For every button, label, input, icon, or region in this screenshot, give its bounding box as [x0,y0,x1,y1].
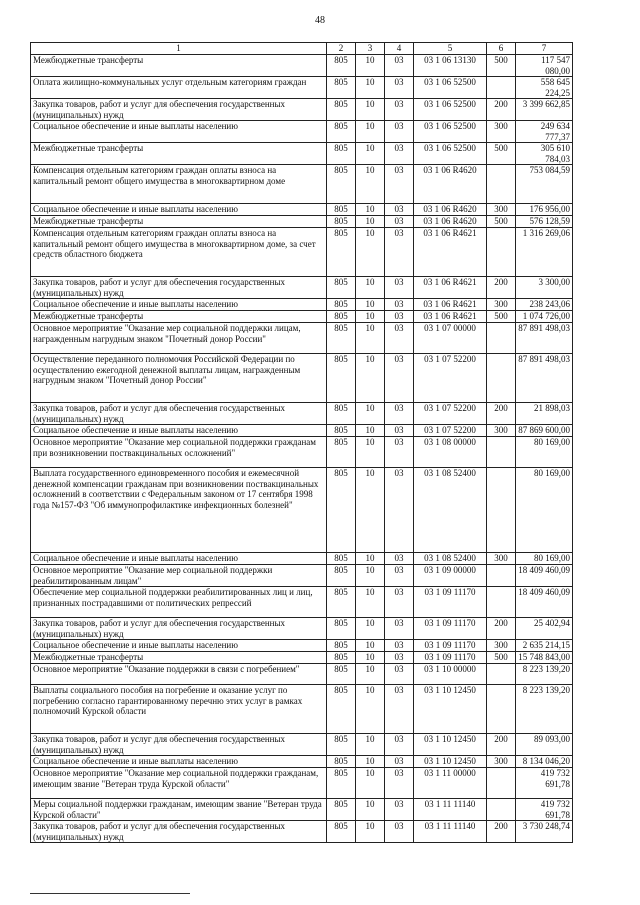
row-amount: 89 093,00 [516,734,573,756]
table-row [31,77,573,99]
row-name: Социальное обеспечение и иные выплаты населению [31,299,327,311]
row-subsection: 03 [385,768,414,799]
row-name: Закупка товаров, работ и услуг для обеспечения государственных (муниципальных) нужд [31,277,327,299]
row-expense-type [487,437,516,468]
row-name: Межбюджетные трансферты [31,311,327,323]
row-expense-type: 200 [487,618,516,640]
row-expense-type [487,685,516,734]
row-name: Социальное обеспечение и иные выплаты населению [31,553,327,565]
row-expense-type: 300 [487,299,516,311]
row-target-article: 03 1 06 52500 [414,99,487,121]
column-number-2: 2 [327,43,356,55]
row-target-article: 03 1 06 R4621 [414,228,487,277]
row-target-article: 03 1 06 R4621 [414,277,487,299]
row-target-article: 03 1 09 11170 [414,640,487,652]
row-code: 805 [327,640,356,652]
row-amount: 80 169,00 [516,553,573,565]
row-name: Социальное обеспечение и иные выплаты населению [31,425,327,437]
row-subsection: 03 [385,734,414,756]
table-row [31,143,573,165]
row-name: Межбюджетные трансферты [31,652,327,664]
row-section: 10 [356,299,385,311]
row-amount: 576 128,59 [516,216,573,228]
row-code: 805 [327,468,356,553]
table-row [31,403,573,425]
row-code: 805 [327,652,356,664]
row-code: 805 [327,121,356,143]
row-subsection: 03 [385,685,414,734]
row-amount: 25 402,94 [516,618,573,640]
row-section: 10 [356,143,385,165]
row-section: 10 [356,277,385,299]
row-name: Социальное обеспечение и иные выплаты населению [31,756,327,768]
row-amount: 87 891 498,03 [516,354,573,403]
table-row [31,55,573,77]
table-row [31,799,573,821]
row-subsection: 03 [385,121,414,143]
row-subsection: 03 [385,311,414,323]
row-amount: 8 223 139,20 [516,664,573,685]
table-row [31,121,573,143]
footer-divider [30,893,190,894]
row-code: 805 [327,553,356,565]
table-row [31,565,573,587]
row-name: Основное мероприятие "Оказание мер социальной поддержки реабилитированным лицам" [31,565,327,587]
row-amount: 8 134 046,20 [516,756,573,768]
budget-table [30,42,573,843]
row-code: 805 [327,299,356,311]
row-code: 805 [327,768,356,799]
row-target-article: 03 1 09 11170 [414,618,487,640]
row-section: 10 [356,734,385,756]
row-target-article: 03 1 06 R4620 [414,216,487,228]
row-amount: 18 409 460,09 [516,565,573,587]
row-target-article: 03 1 10 12450 [414,734,487,756]
row-section: 10 [356,165,385,204]
row-section: 10 [356,311,385,323]
table-row [31,216,573,228]
row-subsection: 03 [385,99,414,121]
row-amount: 3 730 248,74 [516,821,573,843]
row-subsection: 03 [385,799,414,821]
row-subsection: 03 [385,323,414,354]
row-subsection: 03 [385,277,414,299]
row-target-article: 03 1 09 00000 [414,565,487,587]
table-row [31,299,573,311]
column-number-3: 3 [356,43,385,55]
row-subsection: 03 [385,216,414,228]
row-section: 10 [356,618,385,640]
row-target-article: 03 1 09 11170 [414,587,487,618]
row-section: 10 [356,821,385,843]
table-row [31,664,573,685]
row-section: 10 [356,768,385,799]
row-subsection: 03 [385,77,414,99]
row-code: 805 [327,216,356,228]
row-name: Закупка товаров, работ и услуг для обеспечения государственных (муниципальных) нужд [31,821,327,843]
row-amount: 249 634 777,37 [516,121,573,143]
row-code: 805 [327,277,356,299]
row-code: 805 [327,437,356,468]
table-row [31,685,573,734]
row-expense-type [487,768,516,799]
row-name: Основное мероприятие "Оказание мер социальной поддержки лицам, награжденным нагрудным знаком "Почетный донор России" [31,323,327,354]
row-target-article: 03 1 10 12450 [414,756,487,768]
table-row [31,821,573,843]
row-amount: 80 169,00 [516,437,573,468]
table-row [31,756,573,768]
row-subsection: 03 [385,821,414,843]
row-section: 10 [356,403,385,425]
table-row [31,228,573,277]
row-amount: 305 610 784,03 [516,143,573,165]
row-amount: 117 547 080,00 [516,55,573,77]
table-row [31,99,573,121]
row-expense-type [487,799,516,821]
row-code: 805 [327,821,356,843]
row-expense-type: 200 [487,403,516,425]
row-subsection: 03 [385,652,414,664]
row-subsection: 03 [385,565,414,587]
row-target-article: 03 1 07 52200 [414,425,487,437]
table-row [31,323,573,354]
row-subsection: 03 [385,143,414,165]
row-amount: 753 084,59 [516,165,573,204]
row-subsection: 03 [385,228,414,277]
row-name: Основное мероприятие "Оказание мер социальной поддержки гражданам, имеющим звание "Ветеран труда Курской области" [31,768,327,799]
row-amount: 3 399 662,85 [516,99,573,121]
row-code: 805 [327,664,356,685]
row-target-article: 03 1 08 52400 [414,553,487,565]
row-expense-type: 500 [487,652,516,664]
column-number-1: 1 [31,43,327,55]
row-code: 805 [327,565,356,587]
row-amount: 419 732 691,78 [516,768,573,799]
row-subsection: 03 [385,204,414,216]
row-section: 10 [356,323,385,354]
row-name: Обеспечение мер социальной поддержки реабилитированных лиц и лиц, признанных пострадавшими от политических репрессий [31,587,327,618]
table-row [31,204,573,216]
table-row [31,468,573,553]
row-expense-type: 500 [487,216,516,228]
row-expense-type [487,165,516,204]
row-target-article: 03 1 10 00000 [414,664,487,685]
table-body [31,43,573,843]
row-section: 10 [356,216,385,228]
row-subsection: 03 [385,618,414,640]
row-target-article: 03 1 06 R4621 [414,299,487,311]
row-amount: 1 316 269,06 [516,228,573,277]
row-name: Компенсация отдельным категориям граждан оплаты взноса на капитальный ремонт общего имущества в многоквартирном доме, за счет средств областного бюджета [31,228,327,277]
row-section: 10 [356,354,385,403]
row-amount: 1 074 726,00 [516,311,573,323]
row-name: Осуществление переданного полномочия Российской Федерации по осуществлению ежегодной денежной выплаты лицам, награжденным нагрудным знаком "Почетный донор России" [31,354,327,403]
row-expense-type [487,565,516,587]
row-name: Межбюджетные трансферты [31,216,327,228]
row-name: Межбюджетные трансферты [31,143,327,165]
row-section: 10 [356,425,385,437]
row-expense-type: 300 [487,640,516,652]
table-row [31,165,573,204]
row-expense-type: 500 [487,55,516,77]
row-amount: 176 956,00 [516,204,573,216]
row-amount: 419 732 691,78 [516,799,573,821]
row-code: 805 [327,228,356,277]
row-name: Выплата государственного единовременного пособия и ежемесячной денежной компенсации гражданам при возникновении поствакцинальных осложнений в соответствии с Федеральным законом от 17 сентября 1998 года №157-ФЗ "Об иммунопрофилактике инфекционных болезней" [31,468,327,553]
row-subsection: 03 [385,468,414,553]
row-expense-type: 200 [487,734,516,756]
row-name: Закупка товаров, работ и услуг для обеспечения государственных (муниципальных) нужд [31,99,327,121]
row-section: 10 [356,437,385,468]
row-expense-type: 500 [487,311,516,323]
row-expense-type: 300 [487,425,516,437]
row-section: 10 [356,55,385,77]
table-row [31,277,573,299]
row-amount: 8 223 139,20 [516,685,573,734]
row-target-article: 03 1 06 R4620 [414,204,487,216]
column-number-7: 7 [516,43,573,55]
row-target-article: 03 1 06 52500 [414,77,487,99]
row-target-article: 03 1 07 00000 [414,323,487,354]
row-amount: 87 869 600,00 [516,425,573,437]
row-name: Компенсация отдельным категориям граждан оплаты взноса на капитальный ремонт общего имущества в многоквартирном доме [31,165,327,204]
row-code: 805 [327,311,356,323]
row-target-article: 03 1 11 11140 [414,821,487,843]
row-subsection: 03 [385,756,414,768]
table-row [31,768,573,799]
row-amount: 87 891 498,03 [516,323,573,354]
row-name: Меры социальной поддержки гражданам, имеющим звание "Ветеран труда Курской области" [31,799,327,821]
row-expense-type: 300 [487,121,516,143]
row-section: 10 [356,685,385,734]
row-expense-type: 200 [487,99,516,121]
row-expense-type: 200 [487,277,516,299]
row-subsection: 03 [385,553,414,565]
row-section: 10 [356,121,385,143]
row-expense-type [487,354,516,403]
row-section: 10 [356,652,385,664]
row-code: 805 [327,618,356,640]
row-code: 805 [327,204,356,216]
row-expense-type: 500 [487,143,516,165]
table-row [31,652,573,664]
row-expense-type [487,77,516,99]
row-code: 805 [327,756,356,768]
table-row [31,587,573,618]
row-expense-type: 300 [487,204,516,216]
row-expense-type: 300 [487,553,516,565]
row-target-article: 03 1 06 R4621 [414,311,487,323]
table-row [31,734,573,756]
row-subsection: 03 [385,664,414,685]
row-target-article: 03 1 08 52400 [414,468,487,553]
row-name: Выплаты социального пособия на погребение и оказание услуг по погребению согласно гарантированному перечню этих услуг в рамках полномочий Курской области [31,685,327,734]
row-amount: 3 300,00 [516,277,573,299]
row-code: 805 [327,403,356,425]
row-code: 805 [327,143,356,165]
row-target-article: 03 1 07 52200 [414,403,487,425]
row-expense-type [487,323,516,354]
table-header-row [31,43,573,55]
row-name: Основное мероприятие "Оказание поддержки в связи с погребением" [31,664,327,685]
row-code: 805 [327,425,356,437]
row-target-article: 03 1 08 00000 [414,437,487,468]
row-subsection: 03 [385,403,414,425]
row-section: 10 [356,228,385,277]
row-expense-type [487,587,516,618]
row-amount: 2 635 214,15 [516,640,573,652]
row-expense-type [487,228,516,277]
row-subsection: 03 [385,165,414,204]
table-row [31,618,573,640]
row-code: 805 [327,734,356,756]
page-number: 48 [315,15,325,26]
row-target-article: 03 1 11 11140 [414,799,487,821]
row-amount: 558 645 224,25 [516,77,573,99]
row-code: 805 [327,799,356,821]
row-target-article: 03 1 10 12450 [414,685,487,734]
row-section: 10 [356,204,385,216]
row-amount: 18 409 460,09 [516,587,573,618]
row-name: Социальное обеспечение и иные выплаты населению [31,121,327,143]
column-number-5: 5 [414,43,487,55]
row-amount: 21 898,03 [516,403,573,425]
row-section: 10 [356,756,385,768]
row-subsection: 03 [385,640,414,652]
row-target-article: 03 1 06 13130 [414,55,487,77]
row-code: 805 [327,55,356,77]
row-section: 10 [356,99,385,121]
row-target-article: 03 1 07 52200 [414,354,487,403]
row-subsection: 03 [385,587,414,618]
row-subsection: 03 [385,425,414,437]
row-amount: 80 169,00 [516,468,573,553]
row-section: 10 [356,799,385,821]
row-expense-type [487,468,516,553]
table-row [31,311,573,323]
table-row [31,553,573,565]
row-code: 805 [327,77,356,99]
column-number-6: 6 [487,43,516,55]
row-code: 805 [327,354,356,403]
row-target-article: 03 1 06 52500 [414,143,487,165]
table-row [31,425,573,437]
row-target-article: 03 1 06 52500 [414,121,487,143]
row-target-article: 03 1 11 00000 [414,768,487,799]
row-section: 10 [356,553,385,565]
row-name: Закупка товаров, работ и услуг для обеспечения государственных (муниципальных) нужд [31,403,327,425]
row-section: 10 [356,468,385,553]
row-name: Социальное обеспечение и иные выплаты населению [31,204,327,216]
row-name: Межбюджетные трансферты [31,55,327,77]
row-amount: 238 243,06 [516,299,573,311]
row-section: 10 [356,77,385,99]
row-section: 10 [356,664,385,685]
row-subsection: 03 [385,55,414,77]
row-expense-type: 200 [487,821,516,843]
row-amount: 15 748 843,00 [516,652,573,664]
row-subsection: 03 [385,299,414,311]
row-code: 805 [327,165,356,204]
row-name: Закупка товаров, работ и услуг для обеспечения государственных (муниципальных) нужд [31,618,327,640]
row-subsection: 03 [385,354,414,403]
row-code: 805 [327,587,356,618]
row-target-article: 03 1 06 R4620 [414,165,487,204]
row-name: Оплата жилищно-коммунальных услуг отдельным категориям граждан [31,77,327,99]
column-number-4: 4 [385,43,414,55]
row-code: 805 [327,323,356,354]
row-name: Основное мероприятие "Оказание мер социальной поддержки гражданам при возникновении поствакцинальных осложнений" [31,437,327,468]
row-subsection: 03 [385,437,414,468]
table-row [31,437,573,468]
row-section: 10 [356,640,385,652]
row-target-article: 03 1 09 11170 [414,652,487,664]
row-code: 805 [327,685,356,734]
row-expense-type [487,664,516,685]
table-row [31,640,573,652]
table-row [31,354,573,403]
row-section: 10 [356,565,385,587]
row-name: Социальное обеспечение и иные выплаты населению [31,640,327,652]
row-code: 805 [327,99,356,121]
row-expense-type: 300 [487,756,516,768]
row-section: 10 [356,587,385,618]
row-name: Закупка товаров, работ и услуг для обеспечения государственных (муниципальных) нужд [31,734,327,756]
